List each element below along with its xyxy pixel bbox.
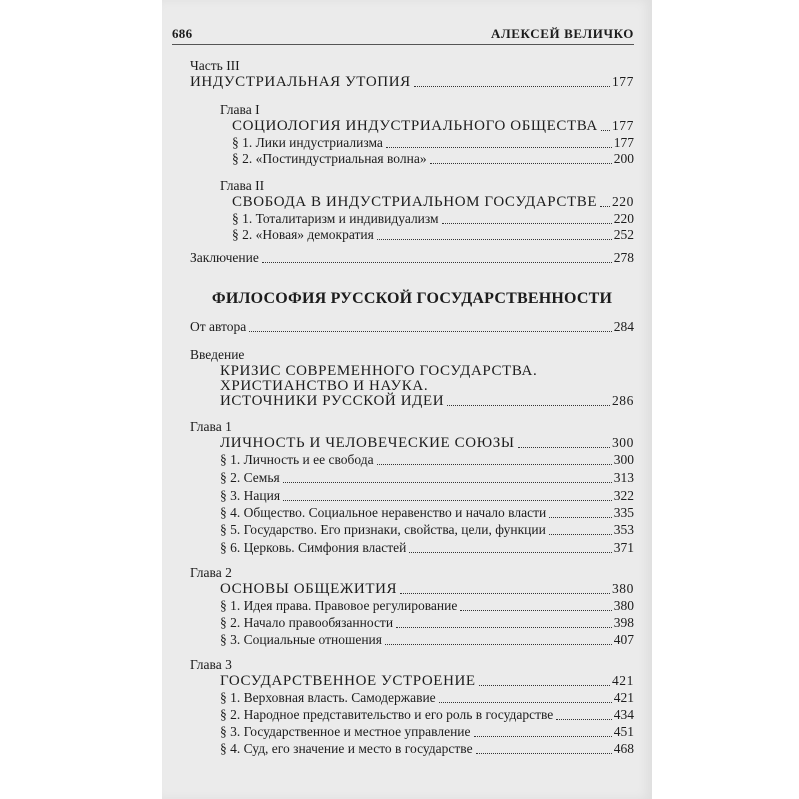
entry-title: ГОСУДАРСТВЕННОЕ УСТРОЕНИЕ (220, 673, 476, 689)
entry-title: § 1. Лики индустриализма (232, 135, 383, 150)
intro-label: Введение (190, 347, 245, 362)
entry-title: От автора (190, 319, 247, 334)
toc-entry-section[interactable] (190, 211, 634, 227)
chapter-label: Глава I (220, 102, 260, 117)
entry-title: § 3. Государственное и местное управление (220, 724, 471, 739)
leader-dots (600, 205, 610, 207)
leader-dots (549, 516, 612, 518)
leader-dots (414, 85, 610, 87)
toc-entry-chapter-title[interactable] (190, 673, 634, 689)
entry-title: § 1. Верховная власть. Самодержавие (220, 690, 436, 705)
leader-dots (601, 129, 610, 131)
chapter-label: Глава II (220, 178, 265, 193)
toc-entry-chapter-title[interactable] (190, 118, 634, 134)
leader-dots (460, 609, 611, 611)
leader-dots (518, 446, 610, 448)
toc-entry-intro[interactable] (190, 393, 634, 409)
entry-page: 353 (613, 522, 634, 537)
book-title: ФИЛОСОФИЯ РУССКОЙ ГОСУДАРСТВЕННОСТИ (211, 290, 613, 307)
toc-entry-section[interactable] (190, 227, 634, 243)
leader-dots (442, 222, 612, 224)
entry-page: 220 (611, 194, 634, 209)
leader-dots (400, 592, 610, 594)
intro-title-line-1: КРИЗИС СОВРЕМЕННОГО ГОСУДАРСТВА. (220, 363, 538, 379)
page-number: 686 (172, 26, 193, 41)
leader-dots (386, 146, 612, 148)
entry-page: 451 (613, 724, 634, 739)
leader-dots (476, 752, 612, 754)
entry-title: ЛИЧНОСТЬ И ЧЕЛОВЕЧЕСКИЕ СОЮЗЫ (220, 435, 515, 451)
entry-title: § 5. Государство. Его признаки, свойства, цели, функции (220, 522, 546, 537)
toc-entry-section[interactable] (190, 452, 634, 468)
leader-dots (479, 684, 610, 686)
entry-title: СОЦИОЛОГИЯ ИНДУСТРИАЛЬНОГО ОБЩЕСТВА (232, 118, 598, 134)
toc-entry-section[interactable] (190, 470, 634, 486)
leader-dots (283, 499, 612, 501)
chapter-label: Глава 3 (190, 657, 232, 672)
leader-dots (249, 330, 611, 332)
toc-entry-section[interactable] (190, 615, 634, 631)
leader-dots (439, 701, 612, 703)
chapter-label: Глава 1 (190, 419, 232, 434)
leader-dots (396, 626, 612, 628)
entry-title: § 2. «Новая» демократия (232, 227, 374, 242)
toc-entry-chapter-title[interactable] (190, 435, 634, 451)
leader-dots (385, 643, 612, 645)
entry-title: ИСТОЧНИКИ РУССКОЙ ИДЕИ (220, 393, 445, 409)
entry-title: § 4. Суд, его значение и место в государстве (220, 741, 473, 756)
toc-entry-section[interactable] (190, 522, 634, 538)
entry-title: § 1. Личность и ее свобода (220, 452, 374, 467)
entry-page: 220 (613, 211, 634, 226)
entry-title: § 3. Социальные отношения (220, 632, 382, 647)
entry-page: 380 (613, 598, 634, 613)
toc-entry-section[interactable] (190, 707, 634, 723)
entry-page: 284 (613, 319, 634, 334)
entry-page: 322 (613, 488, 634, 503)
entry-title: ИНДУСТРИАЛЬНАЯ УТОПИЯ (190, 74, 411, 90)
entry-title: § 2. «Постиндустриальная волна» (232, 151, 427, 166)
entry-page: 300 (613, 452, 634, 467)
entry-page: 177 (613, 135, 634, 150)
toc-entry-section[interactable] (190, 488, 634, 504)
entry-page: 177 (611, 74, 634, 89)
entry-page: 421 (613, 690, 634, 705)
leader-dots (474, 735, 612, 737)
toc-entry-section[interactable] (190, 724, 634, 740)
leader-dots (430, 162, 612, 164)
toc (190, 0, 634, 799)
entry-page: 335 (613, 505, 634, 520)
entry-page: 278 (613, 250, 634, 265)
entry-title: СВОБОДА В ИНДУСТРИАЛЬНОМ ГОСУДАРСТВЕ (232, 194, 598, 210)
toc-entry-section[interactable] (190, 505, 634, 521)
entry-title: ОСНОВЫ ОБЩЕЖИТИЯ (220, 581, 398, 597)
entry-title: § 4. Общество. Социальное неравенство и начало власти (220, 505, 547, 520)
entry-title: § 1. Тоталитаризм и индивидуализм (232, 211, 439, 226)
leader-dots (377, 238, 612, 240)
leader-dots (283, 481, 612, 483)
running-header-author: АЛЕКСЕЙ ВЕЛИЧКО (491, 26, 634, 41)
entry-page: 200 (613, 151, 634, 166)
toc-entry-section[interactable] (190, 632, 634, 648)
entry-title: § 2. Народное представительство и его роль в государстве (220, 707, 554, 722)
leader-dots (409, 551, 611, 553)
toc-entry-section[interactable] (190, 690, 634, 706)
entry-title: § 2. Семья (220, 470, 280, 485)
toc-entry-section[interactable] (190, 741, 634, 757)
entry-page: 407 (613, 632, 634, 647)
entry-title: § 3. Нация (220, 488, 281, 503)
leader-dots (549, 533, 612, 535)
toc-entry-part-title[interactable] (190, 74, 634, 90)
entry-page: 398 (613, 615, 634, 630)
entry-page: 252 (613, 227, 634, 242)
leader-dots (556, 718, 611, 720)
part-label: Часть III (190, 58, 240, 73)
toc-entry-from-author[interactable] (190, 319, 634, 335)
entry-page: 434 (613, 707, 634, 722)
entry-page: 286 (611, 393, 634, 408)
entry-title: Заключение (190, 250, 259, 265)
entry-title: § 2. Начало правообязанности (220, 615, 394, 630)
book-page (162, 0, 652, 799)
toc-entry-chapter-title[interactable] (190, 581, 634, 597)
entry-page: 468 (613, 741, 634, 756)
entry-title: § 1. Идея права. Правовое регулирование (220, 598, 458, 613)
leader-dots (377, 463, 612, 465)
leader-dots (447, 404, 610, 406)
entry-page: 421 (611, 673, 634, 688)
entry-page: 380 (611, 581, 634, 596)
entry-title: § 6. Церковь. Симфония властей (220, 540, 407, 555)
leader-dots (262, 261, 612, 263)
toc-entry-section[interactable] (190, 540, 634, 556)
entry-page: 371 (613, 540, 634, 555)
toc-entry-section[interactable] (190, 135, 634, 151)
toc-entry-section[interactable] (190, 598, 634, 614)
entry-page: 177 (611, 118, 634, 133)
toc-entry-chapter-title[interactable] (190, 194, 634, 210)
entry-page: 300 (611, 435, 634, 450)
intro-title-line-2: ХРИСТИАНСТВО И НАУКА. (220, 378, 429, 394)
toc-entry-section[interactable] (190, 151, 634, 167)
entry-page: 313 (613, 470, 634, 485)
chapter-label: Глава 2 (190, 565, 232, 580)
toc-entry-conclusion[interactable] (190, 250, 634, 266)
